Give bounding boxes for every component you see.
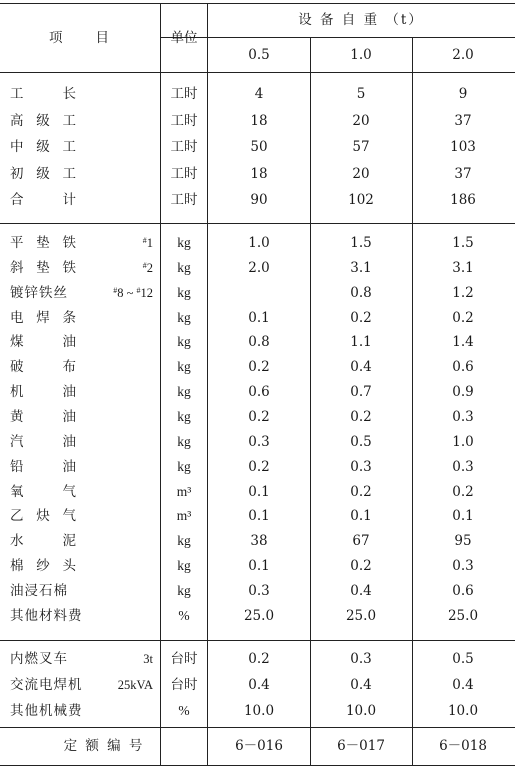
row-value: 50: [250, 139, 268, 155]
row-value: 57: [352, 139, 370, 155]
rule-col-unit-left: [160, 3, 161, 765]
row-value: 0.7: [350, 384, 372, 401]
row-value: 9: [458, 86, 468, 102]
row-value: 5: [356, 86, 366, 102]
row-name: 初 级 工: [10, 165, 76, 182]
row-value: 0.4: [248, 677, 270, 693]
row-value: 0.1: [452, 508, 474, 525]
row-value: 0.9: [452, 384, 474, 401]
row-unit: kg: [177, 433, 191, 449]
row-value: 0.2: [248, 409, 270, 425]
row-value: 4: [254, 86, 264, 102]
row-value: 20: [352, 165, 370, 182]
row-unit: %: [178, 607, 190, 623]
row-name: 合 计: [10, 192, 76, 208]
row-spec: #1: [142, 236, 153, 250]
header-item: 项 目: [49, 30, 111, 46]
row-unit: m³: [176, 483, 192, 499]
row-name: 工 长: [10, 86, 76, 102]
row-value: 0.4: [452, 677, 474, 693]
row-value: 25.0: [243, 607, 275, 624]
footer-label: 定 额 编 号: [63, 738, 145, 754]
row-value: 0.2: [452, 483, 474, 500]
footer-code-2: 6－017: [337, 738, 385, 754]
rule-bottom: [0, 765, 515, 766]
header-weight-3: 2.0: [452, 47, 474, 63]
row-name: 其他材料费: [10, 607, 83, 624]
row-value: 2.0: [248, 259, 270, 276]
rule-materials-bottom: [0, 640, 515, 641]
row-value: 0.5: [452, 651, 474, 667]
row-value: 102: [348, 192, 374, 208]
row-name: 其他机械费: [10, 703, 83, 719]
row-value: 186: [450, 192, 476, 208]
row-name: 乙 炔 气: [10, 508, 76, 525]
row-value: 0.2: [452, 309, 474, 326]
row-unit: kg: [177, 259, 191, 275]
row-unit: kg: [177, 409, 191, 424]
rule-header-split: [160, 37, 515, 38]
row-value: 67: [352, 533, 370, 550]
row-unit: kg: [177, 284, 191, 300]
row-unit: 工时: [170, 112, 198, 128]
row-value: 37: [454, 112, 472, 129]
row-name: 中 级 工: [10, 139, 76, 155]
row-value: 0.1: [248, 483, 270, 500]
row-name: 棉 纱 头: [10, 558, 76, 574]
row-value: 25.0: [345, 607, 377, 624]
row-name: 平 垫 铁: [10, 235, 76, 251]
row-unit: 工时: [170, 139, 198, 154]
row-value: 10.0: [345, 703, 377, 719]
row-name: 氧 气: [10, 483, 76, 500]
footer-code-1: 6－016: [235, 738, 283, 754]
row-value: 0.3: [350, 458, 372, 475]
row-value: 18: [250, 165, 268, 182]
row-name: 交流电焊机: [10, 677, 83, 693]
row-value: 3.1: [452, 259, 474, 276]
row-value: 1.5: [350, 235, 372, 251]
row-name: 破 布: [10, 359, 76, 376]
row-value: 0.5: [350, 433, 372, 450]
row-unit: 台时: [170, 677, 198, 692]
rule-labor-bottom: [0, 223, 515, 224]
row-name: 机 油: [10, 384, 76, 401]
row-value: 0.3: [350, 651, 372, 667]
row-name: 煤 油: [10, 334, 76, 351]
row-name: 高 级 工: [10, 112, 76, 129]
header-weight-title: 设 备 自 重 （t）: [298, 12, 424, 28]
row-value: 0.1: [350, 508, 372, 525]
row-name: 水 泥: [10, 533, 76, 550]
row-name: 铅 油: [10, 458, 76, 475]
row-value: 0.3: [452, 558, 474, 574]
row-value: 0.6: [452, 359, 474, 376]
row-unit: kg: [177, 334, 191, 350]
row-name: 汽 油: [10, 433, 76, 450]
row-unit: 台时: [170, 651, 198, 666]
row-value: 10.0: [447, 703, 479, 719]
row-value: 25.0: [447, 607, 479, 624]
row-spec: #8 ~ #12: [113, 285, 153, 300]
row-value: 0.3: [248, 582, 270, 599]
row-unit: 工时: [170, 165, 198, 181]
row-value: 0.1: [248, 508, 270, 525]
row-value: 0.2: [248, 651, 270, 667]
row-value: 1.0: [248, 235, 270, 251]
rule-col-unit-right: [207, 3, 208, 765]
row-value: 0.4: [350, 582, 372, 599]
row-value: 0.2: [248, 359, 270, 376]
row-unit: kg: [177, 235, 191, 250]
row-unit: kg: [177, 359, 191, 375]
row-value: 90: [250, 192, 268, 208]
row-spec: 3t: [143, 652, 153, 666]
row-value: 38: [250, 533, 268, 550]
row-value: 0.2: [248, 458, 270, 475]
row-unit: kg: [177, 558, 191, 573]
row-value: 1.1: [350, 334, 372, 351]
row-name: 电 焊 条: [10, 309, 76, 326]
row-name: 油浸石棉: [10, 582, 68, 599]
row-value: 1.2: [452, 284, 474, 301]
row-name: 内燃叉车: [10, 651, 68, 667]
header-weight-2: 1.0: [350, 47, 372, 63]
row-value: 0.2: [350, 483, 372, 500]
row-value: 1.0: [452, 433, 474, 450]
row-value: 0.3: [248, 433, 270, 450]
row-value: 0.1: [248, 309, 270, 326]
row-unit: kg: [177, 582, 191, 598]
row-unit: kg: [177, 458, 191, 474]
row-unit: 工时: [170, 192, 198, 207]
footer-code-3: 6－018: [439, 738, 487, 754]
row-value: 0.2: [350, 409, 372, 425]
row-unit: m³: [176, 508, 192, 524]
row-value: 0.3: [452, 458, 474, 475]
row-name: 斜 垫 铁: [10, 259, 76, 276]
row-value: 0.3: [452, 409, 474, 425]
row-value: 95: [454, 533, 472, 550]
rule-header-bottom: [0, 72, 515, 73]
row-spec: #2: [142, 260, 153, 275]
row-value: 20: [352, 112, 370, 129]
row-spec: 25kVA: [117, 678, 153, 692]
row-value: 1.4: [452, 334, 474, 351]
row-unit: kg: [177, 309, 191, 325]
row-unit: kg: [177, 533, 191, 549]
header-unit: 单位: [170, 30, 198, 46]
row-value: 0.1: [248, 558, 270, 574]
row-value: 0.6: [248, 384, 270, 401]
row-value: 0.8: [350, 284, 372, 301]
row-unit: %: [178, 703, 190, 718]
row-value: 10.0: [243, 703, 275, 719]
row-value: 1.5: [452, 235, 474, 251]
rule-col-weight2-right: [412, 37, 413, 765]
row-value: 3.1: [350, 259, 372, 276]
row-value: 18: [250, 112, 268, 129]
row-unit: 工时: [170, 86, 198, 101]
row-value: 0.8: [248, 334, 270, 351]
rule-machinery-bottom: [0, 727, 515, 728]
row-name: 黄 油: [10, 409, 76, 425]
rule-col-weight1-right: [310, 37, 311, 765]
row-value: 0.4: [350, 359, 372, 376]
rule-top: [0, 3, 515, 4]
row-value: 37: [454, 165, 472, 182]
row-value: 0.6: [452, 582, 474, 599]
header-weight-1: 0.5: [248, 47, 270, 63]
row-value: 0.2: [350, 309, 372, 326]
row-value: 0.2: [350, 558, 372, 574]
row-unit: kg: [177, 384, 191, 400]
row-value: 103: [450, 139, 476, 155]
row-value: 0.4: [350, 677, 372, 693]
row-name: 镀锌铁丝: [10, 284, 68, 301]
